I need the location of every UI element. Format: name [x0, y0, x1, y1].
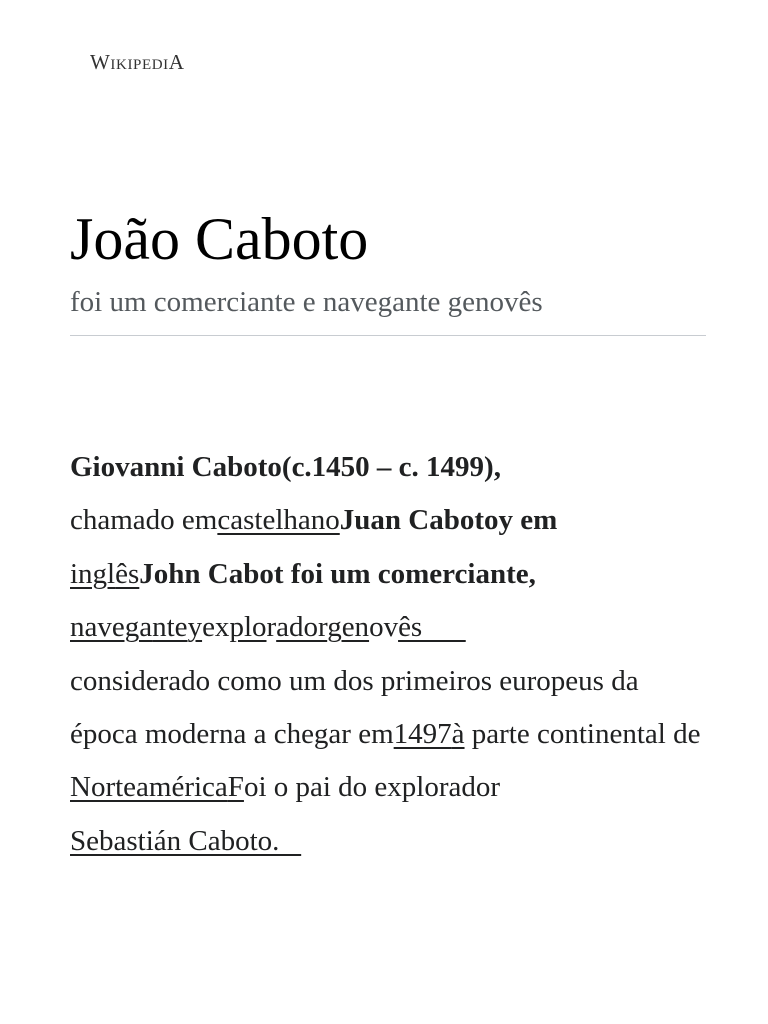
- link-castelhano[interactable]: castelhano: [217, 504, 340, 537]
- link-y[interactable]: y: [187, 611, 203, 644]
- lead-text: ov: [369, 611, 399, 644]
- lead-text: r: [266, 611, 277, 644]
- link-explorador-part2[interactable]: ador: [276, 611, 328, 644]
- link-explorador-part1[interactable]: plo: [229, 611, 267, 644]
- lead-text: ex: [202, 611, 230, 644]
- link-genoves-part1[interactable]: gen: [327, 611, 370, 644]
- lead-text: considerado como um dos primeiros europeus da época moderna a chegar em: [70, 664, 639, 751]
- link-navegante-part2[interactable]: nte: [152, 611, 188, 644]
- link-ingles-part2[interactable]: ês: [115, 557, 140, 590]
- lead-text: parte continental de: [464, 718, 701, 751]
- link-a[interactable]: à: [451, 718, 465, 751]
- link-1497[interactable]: 1497: [393, 718, 452, 751]
- lead-text: chamado em: [70, 504, 218, 537]
- lead-bold-spanish-name: Juan Caboto: [339, 504, 499, 537]
- page-subtitle: foi um comerciante e navegante genovês: [70, 286, 543, 318]
- link-genoves-part2[interactable]: ês: [398, 611, 466, 644]
- lead-text: oi o pai do explorador: [243, 771, 501, 804]
- link-navegante-part1[interactable]: navega: [70, 611, 153, 644]
- link-f[interactable]: F: [227, 771, 244, 804]
- lead-paragraph: [70, 441, 710, 868]
- wikipedia-wordmark[interactable]: WikipediA: [90, 50, 185, 74]
- lead-bold-text: y em: [498, 504, 558, 537]
- page-title: João Caboto: [70, 206, 369, 272]
- lead-bold-name-dates: Giovanni Caboto(c.1450 – c. 1499),: [70, 451, 501, 483]
- link-ingles-part1[interactable]: ingl: [70, 557, 116, 590]
- link-sebastian-caboto[interactable]: Sebastián Caboto.: [70, 824, 302, 857]
- title-divider: [70, 335, 706, 336]
- link-norteamerica[interactable]: Norteamérica: [70, 771, 228, 804]
- lead-bold-english-name: John Cabot foi um comerciante,: [139, 557, 536, 590]
